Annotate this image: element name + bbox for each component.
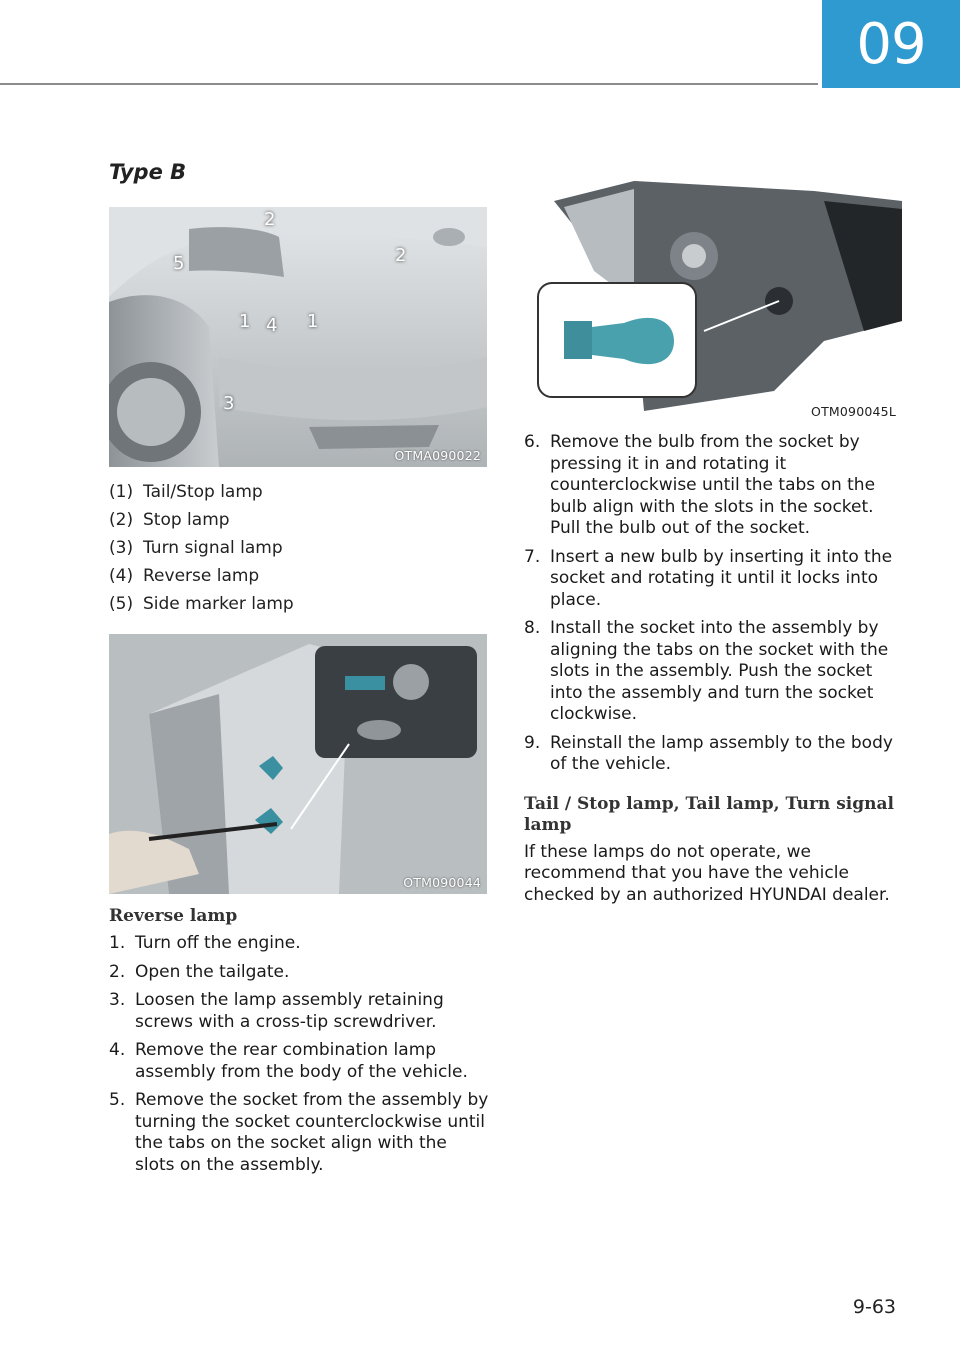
step-item: 2. Open the tailgate. [109,961,290,982]
step-item: 1. Turn off the engine. [109,933,301,953]
socket-bulb-illustration [524,161,902,423]
header-rule [0,83,818,85]
step-item: 9. Reinstall the lamp assembly to the body of the vehicle. [524,732,893,774]
callout-4: 4 [266,315,278,336]
tail-stop-title: Tail / Stop lamp, Tail lamp, Turn signal lamp [524,793,894,835]
reverse-lamp-section [109,906,489,1183]
reverse-lamp-title: Reverse lamp [109,906,238,926]
section-label: Type B [109,160,187,184]
figure-code: OTM090044 [403,875,481,890]
legend-item: (1) Tail/Stop lamp [109,482,263,502]
step-item: 6. Remove the bulb from the socket by pressing it in and rotating it counterclockwise until the tabs on the bulb align with the slots in the socket. Pull the bulb out of the socket. [524,432,876,538]
figure-car-rear [109,207,487,467]
legend-item: (4) Reverse lamp [109,566,260,586]
tail-stop-text: If these lamps do not operate, we recommend that you have the vehicle checked by an authorized HYUNDAI dealer. [524,841,890,905]
legend-item: (5) Side marker lamp [109,594,294,614]
step-item: 5. Remove the socket from the assembly by turning the socket counterclockwise until the tabs on the socket align with the slots on the assembly. [109,1090,489,1175]
page-number: 9-63 [852,1296,896,1318]
step-item: 4. Remove the rear combination lamp assembly from the body of the vehicle. [109,1040,468,1082]
chapter-tab: 09 [822,0,960,88]
reverse-lamp-steps-2 [524,432,904,776]
figure-socket-bulb [524,161,902,423]
legend-item: (2) Stop lamp [109,510,230,530]
callout-2-top: 2 [264,209,276,230]
step-item: 3. Loosen the lamp assembly retaining screws with a cross-tip screwdriver. [109,990,444,1032]
callout-1-left: 1 [239,311,251,332]
car-rear-illustration [109,207,487,467]
legend-item: (3) Turn signal lamp [109,538,283,558]
callout-2-right: 2 [395,245,407,266]
step-item: 8. Install the socket into the assembly by aligning the tabs on the socket with the slots in the assembly. Push the socket into the assembly and turn the socket clockwise. [524,618,889,724]
callout-5: 5 [173,253,185,274]
figure-code: OTM090045L [811,404,896,419]
step-item: 7. Insert a new bulb by inserting it into the socket and rotating it until it locks into place. [524,546,893,610]
callout-1-right: 1 [307,311,319,332]
lamp-legend [109,478,294,618]
figure-lamp-screw [109,634,487,894]
lamp-screw-illustration [109,634,487,894]
callout-3: 3 [223,393,235,414]
figure-code: OTMA090022 [394,448,481,463]
reverse-lamp-steps-continued [524,432,904,906]
reverse-lamp-steps [109,933,489,1176]
